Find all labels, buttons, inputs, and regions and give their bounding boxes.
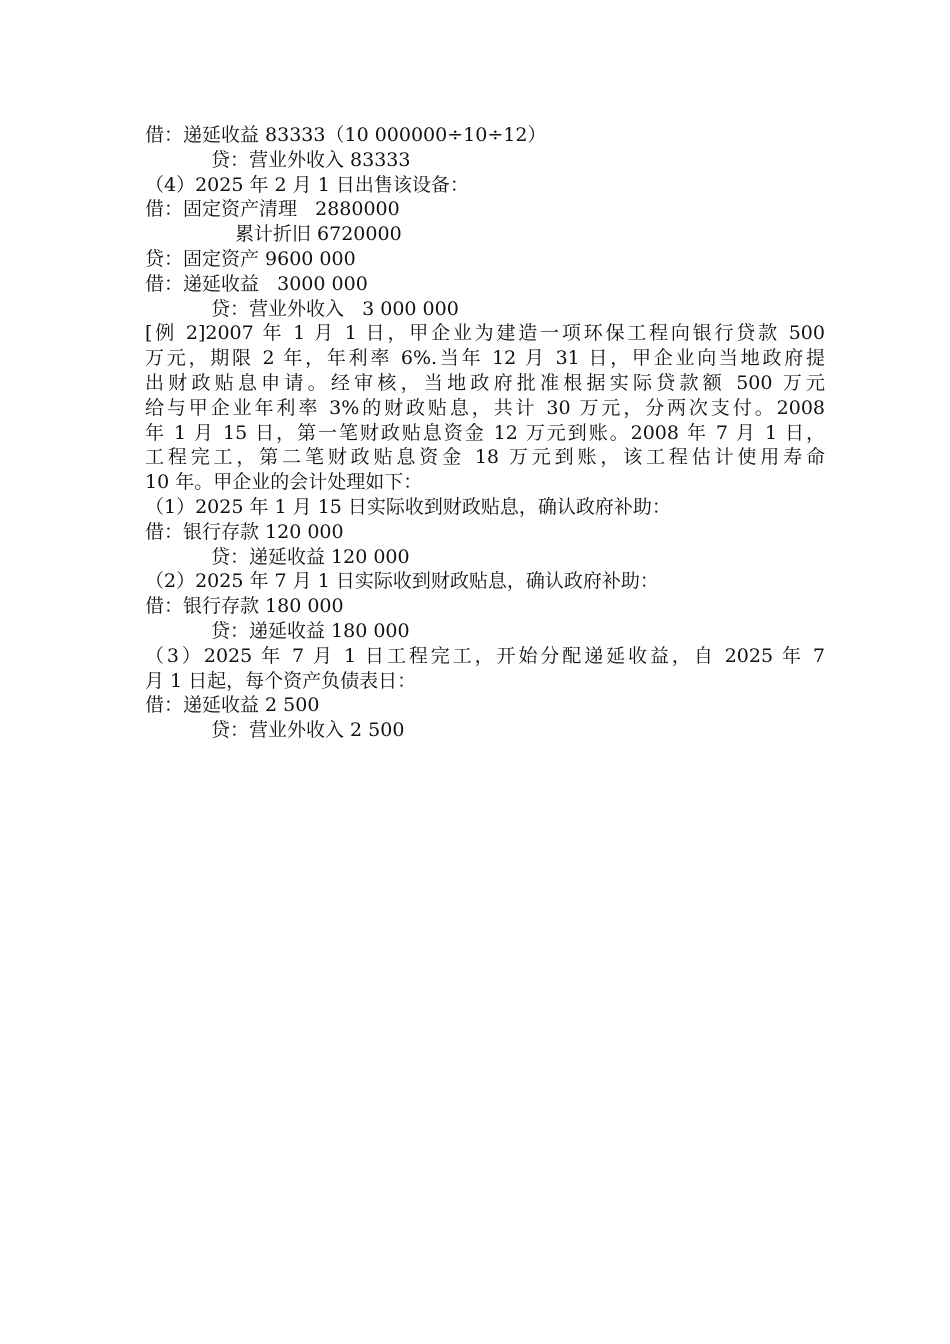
paragraph-line: 工程完工，第二笔财政贴息资金 18 万元到账，该工程估计使用寿命 bbox=[145, 446, 825, 469]
document-body bbox=[145, 123, 825, 743]
step-heading: （1）2025 年 1 月 15 日实际收到财政贴息，确认政府补助： bbox=[145, 495, 671, 518]
journal-line: 贷：营业外收入 2 500 bbox=[211, 719, 405, 742]
paragraph-line: [例 2]2007 年 1 月 1 日，甲企业为建造一项环保工程向银行贷款 500 bbox=[145, 322, 825, 345]
example-2-paragraph bbox=[145, 321, 825, 495]
step-3-paragraph bbox=[145, 644, 825, 694]
journal-line: 借：递延收益 3000 000 bbox=[145, 272, 368, 295]
paragraph-line: 出财政贴息申请。经审核，当地政府批准根据实际贷款额 500 万元 bbox=[145, 371, 825, 394]
paragraph-line: 年 1 月 15 日，第一笔财政贴息资金 12 万元到账。2008 年 7 月 1 日， bbox=[145, 421, 825, 444]
step-heading: （4）2025 年 2 月 1 日出售该设备： bbox=[145, 173, 469, 196]
paragraph-line: 给与甲企业年利率 3%的财政贴息，共计 30 万元，分两次支付。2008 bbox=[145, 396, 825, 419]
paragraph-line: 万元，期限 2 年，年利率 6%.当年 12 月 31 日，甲企业向当地政府提 bbox=[145, 347, 825, 370]
step-heading: （2）2025 年 7 月 1 日实际收到财政贴息，确认政府补助： bbox=[145, 570, 659, 593]
journal-line: 贷：固定资产 9600 000 bbox=[145, 247, 356, 270]
paragraph-line: 10 年。甲企业的会计处理如下： bbox=[145, 471, 423, 494]
journal-line: 借：银行存款 180 000 bbox=[145, 595, 344, 618]
journal-line: 贷：营业外收入 83333 bbox=[211, 148, 411, 171]
paragraph-line: （3）2025 年 7 月 1 日工程完工，开始分配递延收益，自 2025 年 7 bbox=[145, 644, 825, 667]
journal-line: 贷：递延收益 180 000 bbox=[211, 619, 410, 642]
journal-line: 借：银行存款 120 000 bbox=[145, 520, 344, 543]
paragraph-line: 月 1 日起，每个资产负债表日： bbox=[145, 669, 417, 692]
journal-line: 贷：递延收益 120 000 bbox=[211, 545, 410, 568]
journal-line: 借：递延收益 83333（10 000000÷10÷12） bbox=[145, 124, 547, 146]
journal-line: 贷：营业外收入 3 000 000 bbox=[211, 297, 459, 320]
journal-line: 累计折旧 6720000 bbox=[235, 223, 402, 246]
journal-line: 借：固定资产清理 2880000 bbox=[145, 198, 400, 221]
journal-line: 借：递延收益 2 500 bbox=[145, 694, 320, 717]
